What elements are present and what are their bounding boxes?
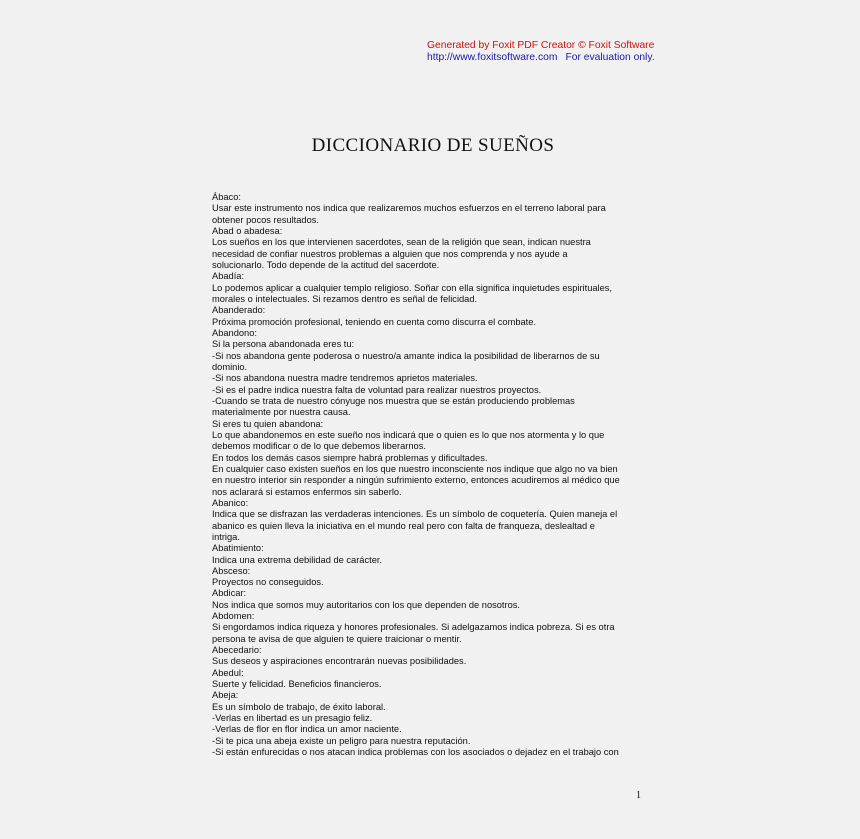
text-line: Lo que abandonemos en este sueño nos indicará que o quien es lo que nos atormenta y lo que [212,429,605,440]
text-line: En todos los demás casos siempre habrá problemas y dificultades. [212,452,488,463]
text-line: Absceso: [212,565,251,576]
text-line: Abatimiento: [212,543,264,554]
text-line: Próxima promoción profesional, teniendo en cuenta como discurra el combate. [212,316,537,327]
text-line: Abeja: [212,690,239,701]
text-line: Abandono: [212,327,257,338]
text-line: -Si te pica una abeja existe un peligro para nuestra reputación. [212,735,471,746]
text-line: abanico es quien lleva la iniciativa en el mundo real pero con falta de franqueza, deslealtad e [212,520,595,531]
page-number: 1 [636,790,641,801]
text-line: Indica una extrema debilidad de carácter. [212,554,383,565]
text-line: -Verlas de flor en flor indica un amor naciente. [212,724,402,735]
text-line: Lo podemos aplicar a cualquier templo religioso. Soñar con ella significa inquietudes espirituales, [212,282,612,293]
text-line: Si engordamos indica riqueza y honores profesionales. Si adelgazamos indica pobreza. Si es otra [212,622,615,633]
text-line: intriga. [212,531,240,542]
text-line: -Verlas en libertad es un presagio feliz. [212,713,373,724]
text-line: En cualquier caso existen sueños en los que nuestro inconsciente nos indique que algo no va bien [212,463,618,474]
text-line: Los sueños en los que intervienen sacerdotes, sean de la religión que sean, indican nuestra [212,237,591,248]
text-line: morales o intelectuales. Si rezamos dentro es señal de felicidad. [212,293,478,304]
text-line: Si la persona abandonada eres tu: [212,339,355,350]
watermark-line1: Generated by Foxit PDF Creator © Foxit Software [427,40,655,51]
text-line: Es un símbolo de trabajo, de éxito laboral. [212,701,386,712]
text-line: -Si están enfurecidas o nos atacan indica problemas con los asociados o dejadez en el trabajo con [212,747,619,758]
text-line: Abdomen: [212,611,255,622]
text-line: Abanderado: [212,305,266,316]
text-line: -Si nos abandona gente poderosa o nuestro/a amante indica la posibilidad de liberarnos de su [212,350,600,361]
text-line: persona te avisa de que alguien te quiere traicionar o mentir. [212,633,462,644]
text-line: necesidad de confiar nuestros problemas a alguien que nos comprenda y nos ayude a [212,248,568,259]
text-line: Indica que se disfrazan las verdaderas intenciones. Es un símbolo de coquetería. Quien maneja el [212,509,618,520]
text-line: en nuestro interior sin responder a ningún sufrimiento externo, entonces acudiremos al médico que [212,475,620,486]
text-line: Proyectos no conseguidos. [212,577,324,588]
text-line: Abadía: [212,271,245,282]
text-line: Nos indica que somos muy autoritarios con los que dependen de nosotros. [212,599,521,610]
text-line: Suerte y felicidad. Beneficios financieros. [212,679,382,690]
foxit-watermark [427,40,655,63]
text-line: Si eres tu quien abandona: [212,418,324,429]
text-line: Abad o abadesa: [212,225,283,236]
text-line: -Si nos abandona nuestra madre tendremos aprietos materiales. [212,373,478,384]
text-line: Usar este instrumento nos indica que realizaremos muchos esfuerzos en el terreno laboral para [212,203,606,214]
document-body [212,192,642,758]
text-line: materialmente por nuestra causa. [212,407,351,418]
text-line: -Cuando se trata de nuestro cónyuge nos muestra que se están produciendo problemas [212,395,575,406]
text-line: Abdicar: [212,588,247,599]
watermark-line2 [427,52,655,64]
watermark-eval: For evaluation only. [565,51,655,63]
text-line: Ábaco: [212,192,241,202]
text-line: dominio. [212,361,248,372]
text-line: obtener pocos resultados. [212,214,319,225]
text-line: nos aclarará si estamos enfermos sin saberlo. [212,486,402,497]
text-line: -Si es el padre indica nuestra falta de voluntad para realizar nuestros proyectos. [212,384,542,395]
text-line: Abedul: [212,667,244,678]
document-title: DICCIONARIO DE SUEÑOS [311,135,555,156]
text-line: debemos modificar o de lo que debemos liberarnos. [212,441,426,452]
text-line: Abecedario: [212,645,262,656]
text-line: Abanico: [212,497,249,508]
text-line: solucionarlo. Todo depende de la actitud del sacerdote. [212,259,440,270]
text-line: Sus deseos y aspiraciones encontrarán nuevas posibilidades. [212,656,467,667]
watermark-url: http://www.foxitsoftware.com [427,51,558,63]
